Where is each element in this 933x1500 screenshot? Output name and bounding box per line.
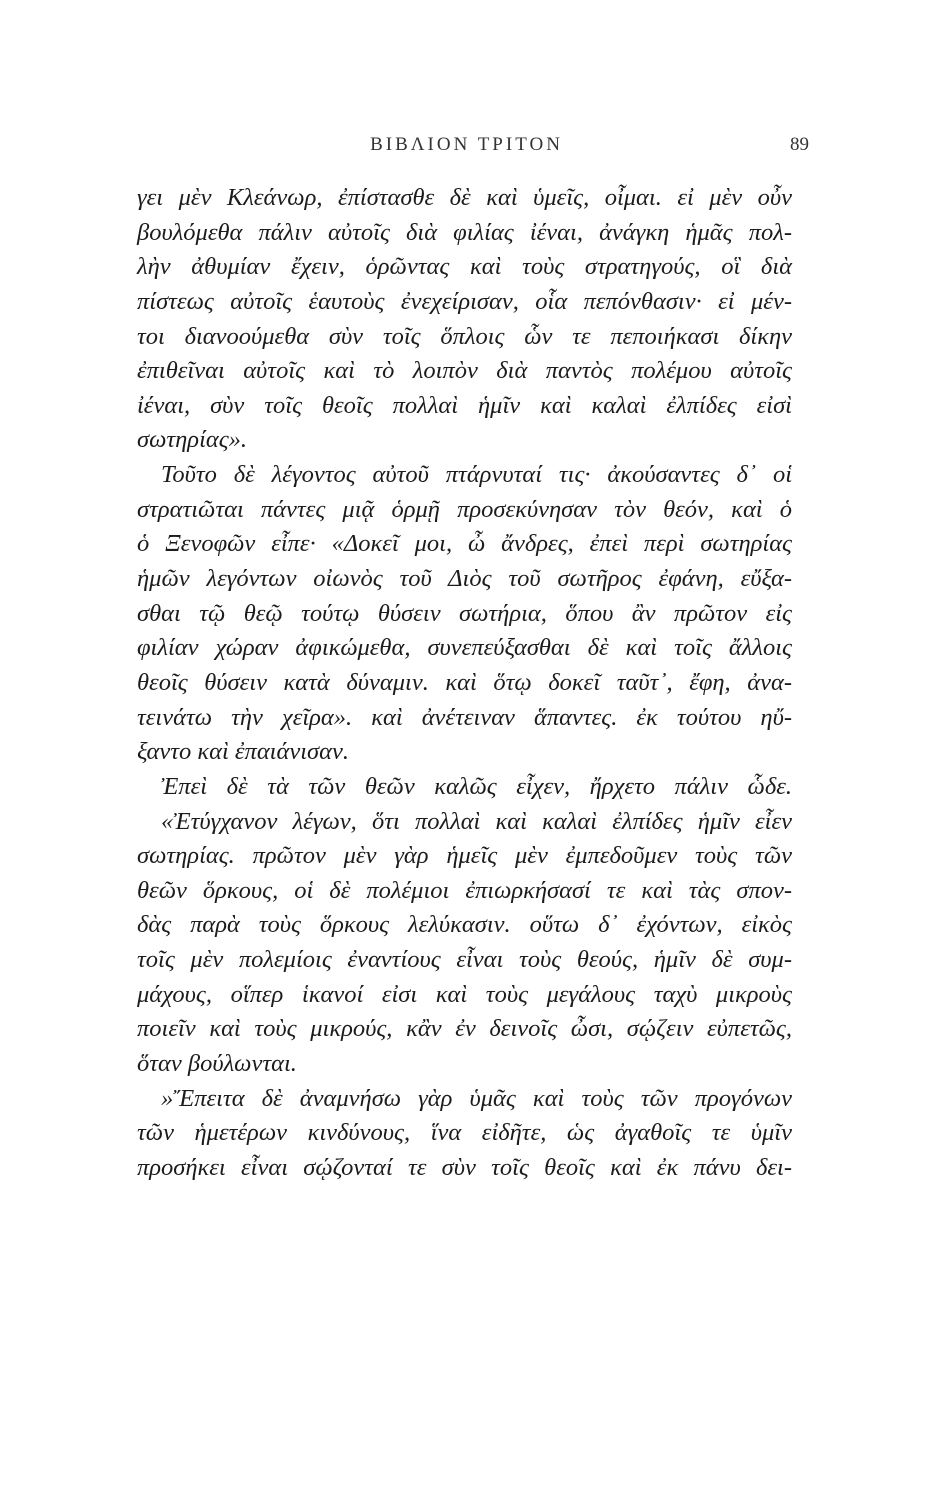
text-line: γει μὲν Κλεάνωρ, ἐπίστασθε δὲ καὶ ὑμεῖς, οἶμαι. εἰ μὲν οὖν — [137, 184, 792, 211]
text-line: σωτηρίας». — [137, 426, 248, 454]
text-line: θεῶν ὅρκους, οἱ δὲ πολέμιοι ἐπιωρκήσασί τε καὶ τὰς σπον- — [137, 876, 792, 904]
text-line: θεοῖς θύσειν κατὰ δύναμιν. καὶ ὅτῳ δοκεῖ ταῦτ᾽, ἔφη, ἀνα- — [137, 668, 792, 696]
text-line: βουλόμεθα πάλιν αὐτοῖς διὰ φιλίας ἰέναι, ἀνάγκη ἡμᾶς πολ- — [137, 218, 792, 246]
text-line: τῶν ἡμετέρων κινδύνους, ἵνα εἰδῆτε, ὡς ἀγαθοῖς τε ὑμῖν — [137, 1119, 792, 1147]
text-line: «Ἐτύγχανον λέγων, ὅτι πολλαὶ καὶ καλαὶ ἐλπίδες ἡμῖν εἶεν — [161, 807, 792, 835]
running-title: ΒΙΒΛΙΟΝ ΤΡΙΤΟΝ — [370, 134, 563, 155]
text-line: ἰέναι, σὺν τοῖς θεοῖς πολλαὶ ἡμῖν καὶ καλαὶ ἐλπίδες εἰσὶ — [137, 391, 792, 419]
text-line: Τοῦτο δὲ λέγοντος αὐτοῦ πτάρνυταί τις· ἀκούσαντες δ᾽ οἱ — [161, 461, 792, 489]
text-line: δὰς παρὰ τοὺς ὅρκους λελύκασιν. οὕτω δ᾽ ἐχόντων, εἰκὸς — [137, 911, 792, 939]
text-line: ξαντο καὶ ἐπαιάνισαν. — [137, 738, 349, 766]
running-head — [0, 134, 933, 158]
text-line: στρατιῶται πάντες μιᾷ ὁρμῇ προσεκύνησαν τὸν θεόν, καὶ ὁ — [137, 495, 792, 523]
text-line: φιλίαν χώραν ἀφικώμεθα, συνεπεύξασθαι δὲ καὶ τοῖς ἄλλοις — [137, 634, 792, 662]
body-text — [137, 181, 792, 1186]
text-line: λὴν ἀθυμίαν ἔχειν, ὁρῶντας καὶ τοὺς στρατηγούς, οἳ διὰ — [137, 253, 792, 281]
text-line: ποιεῖν καὶ τοὺς μικρούς, κἂν ἐν δεινοῖς ὦσι, σῴζειν εὐπετῶς, — [137, 1015, 792, 1043]
page-number: 89 — [790, 134, 809, 155]
text-line: ὁ Ξενοφῶν εἶπε· «Δοκεῖ μοι, ὦ ἄνδρες, ἐπεὶ περὶ σωτηρίας — [137, 530, 792, 558]
text-line: ὅταν βούλωνται. — [137, 1050, 297, 1078]
text-line: »Ἔπειτα δὲ ἀναμνήσω γὰρ ὑμᾶς καὶ τοὺς τῶν προγόνων — [161, 1084, 792, 1112]
text-line: ἡμῶν λεγόντων οἰωνὸς τοῦ Διὸς τοῦ σωτῆρος ἐφάνη, εὔξα- — [137, 565, 792, 593]
text-line: ἐπιθεῖναι αὐτοῖς καὶ τὸ λοιπὸν διὰ παντὸς πολέμου αὐτοῖς — [137, 357, 792, 385]
text-line: τοῖς μὲν πολεμίοις ἐναντίους εἶναι τοὺς θεούς, ἡμῖν δὲ συμ- — [137, 946, 792, 974]
text-line: πίστεως αὐτοῖς ἑαυτοὺς ἐνεχείρισαν, οἷα πεπόνθασιν· εἰ μέν- — [137, 287, 792, 315]
text-line: σθαι τῷ θεῷ τούτῳ θύσειν σωτήρια, ὅπου ἂν πρῶτον εἰς — [137, 599, 792, 627]
text-line: σωτηρίας. πρῶτον μὲν γὰρ ἡμεῖς μὲν ἐμπεδοῦμεν τοὺς τῶν — [137, 842, 792, 870]
text-line: προσήκει εἶναι σῴζονταί τε σὺν τοῖς θεοῖς καὶ ἐκ πάνυ δει- — [137, 1153, 792, 1181]
text-line: τοι διανοούμεθα σὺν τοῖς ὅπλοις ὧν τε πεποιήκασι δίκην — [137, 322, 792, 350]
text-line: τεινάτω τὴν χεῖρα». καὶ ἀνέτειναν ἅπαντες. ἐκ τούτου ηὔ- — [137, 703, 792, 731]
text-line: Ἐπεὶ δὲ τὰ τῶν θεῶν καλῶς εἶχεν, ἤρχετο πάλιν ὧδε. — [161, 772, 792, 800]
text-line: μάχους, οἵπερ ἱκανοί εἰσι καὶ τοὺς μεγάλους ταχὺ μικροὺς — [137, 980, 792, 1008]
